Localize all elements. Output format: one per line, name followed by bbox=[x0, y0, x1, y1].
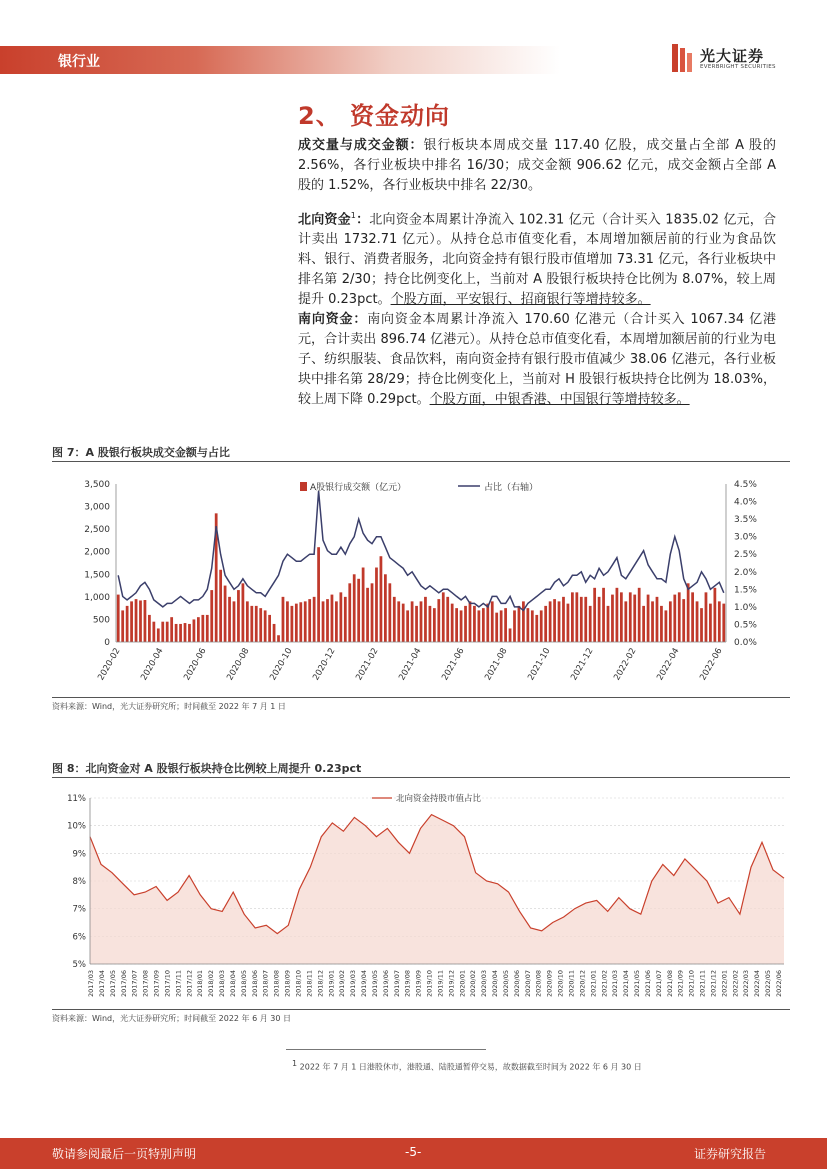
bar bbox=[540, 610, 543, 642]
y2-tick-label: 0.5% bbox=[734, 620, 757, 631]
x-tick-label: 2021/08 bbox=[665, 970, 674, 998]
bar bbox=[602, 588, 605, 642]
x-tick-label: 2021/09 bbox=[676, 970, 685, 998]
bar bbox=[420, 601, 423, 642]
bar bbox=[469, 601, 472, 642]
bar bbox=[397, 601, 400, 642]
bar bbox=[713, 588, 716, 642]
bar bbox=[366, 588, 369, 642]
bar bbox=[326, 599, 329, 642]
x-tick-label: 2022-02 bbox=[612, 646, 639, 683]
bar bbox=[206, 615, 209, 642]
x-tick-label: 2021-10 bbox=[526, 646, 553, 683]
bar bbox=[682, 599, 685, 642]
bar bbox=[460, 610, 463, 642]
y2-tick-label: 4.5% bbox=[734, 480, 757, 490]
bar bbox=[486, 604, 489, 642]
bar bbox=[624, 601, 627, 642]
x-tick-label: 2021/05 bbox=[633, 970, 642, 998]
x-tick-label: 2021/01 bbox=[589, 970, 598, 998]
bar bbox=[513, 610, 516, 642]
bar bbox=[437, 599, 440, 642]
bar bbox=[161, 622, 164, 642]
bar bbox=[148, 615, 151, 642]
legend-bar-swatch bbox=[300, 482, 307, 491]
footer-disclaimer: 敬请参阅最后一页特别声明 bbox=[52, 1147, 197, 1161]
x-tick-label: 2020/09 bbox=[545, 970, 554, 998]
bar bbox=[580, 597, 583, 642]
bar bbox=[175, 624, 178, 642]
bar bbox=[651, 601, 654, 642]
x-tick-label: 2022/03 bbox=[742, 970, 751, 998]
bar bbox=[464, 606, 467, 642]
paragraph-southbound bbox=[298, 310, 776, 410]
x-tick-label: 2017/07 bbox=[130, 970, 139, 998]
bar bbox=[290, 606, 293, 642]
bar bbox=[705, 592, 708, 642]
x-tick-label: 2017/05 bbox=[108, 970, 117, 998]
bar bbox=[718, 601, 721, 642]
x-tick-label: 2022/02 bbox=[731, 970, 740, 998]
y-tick-label: 0 bbox=[104, 638, 110, 648]
y-tick-label: 1,500 bbox=[84, 570, 110, 581]
x-tick-label: 2021/07 bbox=[654, 970, 663, 998]
paragraph-lead: 成交量与成交金额： bbox=[298, 138, 424, 153]
bar bbox=[144, 600, 147, 642]
bar bbox=[388, 583, 391, 642]
logo-mark-icon bbox=[672, 44, 692, 72]
bar bbox=[184, 623, 187, 642]
paragraph-body: 银行板块本周成交量 117.40 亿股，成交量占全部 A 股的 2.56%，各行业板块中排名 16/30；成交金额 906.62 亿元，成交金额占全部 A 股的 1.52%，各行业板块中排名 22/30。 bbox=[298, 138, 776, 193]
bar bbox=[473, 606, 476, 642]
figure8-source: 资料来源：Wind，光大证券研究所；时间截至 2022 年 6 月 30 日 bbox=[52, 1014, 291, 1023]
bar bbox=[157, 628, 160, 642]
x-tick-label: 2017/10 bbox=[163, 970, 172, 998]
logo-text-cn: 光大证券 bbox=[700, 47, 765, 65]
bar bbox=[135, 599, 138, 642]
bar bbox=[188, 624, 191, 642]
industry-label: 银行业 bbox=[58, 54, 100, 70]
x-tick-label: 2021-04 bbox=[397, 646, 424, 683]
bar bbox=[433, 608, 436, 642]
bar bbox=[500, 610, 503, 642]
bar bbox=[709, 604, 712, 642]
x-tick-label: 2021-06 bbox=[440, 646, 467, 683]
x-tick-label: 2020-04 bbox=[139, 646, 166, 683]
figure7-source: 资料来源：Wind，光大证券研究所；时间截至 2022 年 7 月 1 日 bbox=[52, 702, 286, 711]
bar bbox=[139, 600, 142, 642]
bar bbox=[219, 570, 222, 642]
bar bbox=[237, 590, 240, 642]
x-tick-label: 2021/10 bbox=[687, 970, 696, 998]
x-tick-label: 2018/08 bbox=[272, 970, 281, 998]
bar bbox=[286, 601, 289, 642]
bar bbox=[549, 601, 552, 642]
x-tick-label: 2018/10 bbox=[294, 970, 303, 998]
bar bbox=[250, 606, 253, 642]
bar bbox=[424, 597, 427, 642]
bar bbox=[197, 617, 200, 642]
bar bbox=[268, 615, 271, 642]
bar bbox=[224, 586, 227, 642]
bar bbox=[126, 606, 129, 642]
bar bbox=[509, 628, 512, 642]
bar bbox=[673, 595, 676, 642]
y2-tick-label: 4.0% bbox=[734, 497, 757, 508]
paragraph-northbound bbox=[298, 206, 776, 310]
bar bbox=[558, 601, 561, 642]
x-tick-label: 2019/10 bbox=[425, 970, 434, 998]
bar bbox=[255, 606, 258, 642]
bar bbox=[402, 604, 405, 642]
x-tick-label: 2021/03 bbox=[611, 970, 620, 998]
x-tick-label: 2017/08 bbox=[141, 970, 150, 998]
bar bbox=[380, 556, 383, 642]
bar bbox=[691, 592, 694, 642]
paragraph-body: 北向资金本周累计净流入 102.31 亿元（合计买入 1835.02 亿元，合计卖出 1732.71 亿元）。从持仓总市值变化看，本周增加额居前的行业为食品饮料、银行、消费者服务，北向资金持有银行股市值增加 73.31 亿元，各行业板块中排名第 2/30；持仓比例变化上，当前对 A 股银行板块持仓比例为 8.07%，较上周提升 0.23pct。 bbox=[298, 212, 776, 308]
bar bbox=[304, 601, 307, 642]
bar bbox=[491, 601, 494, 642]
figure7-chart bbox=[52, 462, 790, 696]
bar bbox=[526, 608, 529, 642]
bar bbox=[442, 592, 445, 642]
bar bbox=[696, 601, 699, 642]
x-tick-label: 2018/01 bbox=[196, 970, 205, 998]
x-tick-label: 2020-06 bbox=[182, 646, 209, 683]
x-tick-label: 2021/04 bbox=[622, 970, 631, 998]
x-tick-label: 2020/08 bbox=[534, 970, 543, 998]
x-tick-label: 2020/10 bbox=[556, 970, 565, 998]
footnote-ref: 1 bbox=[350, 211, 356, 220]
y2-tick-label: 1.5% bbox=[734, 585, 757, 596]
bar bbox=[522, 601, 525, 642]
bar bbox=[259, 608, 262, 642]
x-tick-label: 2017/12 bbox=[185, 970, 194, 998]
logo-text-en: EVERBRIGHT SECURITIES bbox=[700, 64, 776, 70]
y-tick-label: 3,500 bbox=[84, 480, 110, 490]
bar bbox=[273, 624, 276, 642]
paragraph-volume bbox=[298, 136, 776, 196]
bar bbox=[331, 595, 334, 642]
bar bbox=[504, 608, 507, 642]
bar bbox=[282, 597, 285, 642]
x-tick-label: 2018/05 bbox=[239, 970, 248, 998]
x-tick-label: 2020/12 bbox=[578, 970, 587, 998]
x-tick-label: 2018/02 bbox=[207, 970, 216, 998]
bar bbox=[482, 608, 485, 642]
x-tick-label: 2021-02 bbox=[354, 646, 381, 683]
bar bbox=[264, 610, 267, 642]
x-tick-label: 2017/11 bbox=[174, 970, 183, 998]
paragraph-highlight: 个股方面，平安银行、招商银行等增持较多。 bbox=[390, 292, 651, 308]
x-tick-label: 2020/11 bbox=[567, 970, 576, 998]
bar bbox=[495, 613, 498, 642]
bar bbox=[455, 608, 458, 642]
bar bbox=[571, 592, 574, 642]
x-tick-label: 2022/05 bbox=[764, 970, 773, 998]
bar bbox=[429, 606, 432, 642]
bar bbox=[193, 619, 196, 642]
y-tick-label: 1,000 bbox=[84, 592, 110, 603]
bar bbox=[544, 606, 547, 642]
bar bbox=[678, 592, 681, 642]
holding-area bbox=[90, 815, 784, 964]
bar bbox=[228, 597, 231, 642]
x-tick-label: 2019/05 bbox=[370, 970, 379, 998]
bar bbox=[384, 574, 387, 642]
x-tick-label: 2019/01 bbox=[327, 970, 336, 998]
y-tick-label: 8% bbox=[72, 877, 86, 887]
bar bbox=[660, 606, 663, 642]
bar bbox=[201, 615, 204, 642]
bar bbox=[371, 583, 374, 642]
bar bbox=[166, 622, 169, 642]
x-tick-label: 2018/07 bbox=[261, 970, 270, 998]
legend-line-label: 占比（右轴） bbox=[484, 483, 539, 493]
footnote-number: 1 bbox=[292, 1059, 298, 1068]
paragraph-lead: 北向资金 bbox=[298, 212, 351, 228]
x-tick-label: 2019/12 bbox=[447, 970, 456, 998]
bar bbox=[451, 604, 454, 642]
bar bbox=[629, 592, 632, 642]
x-tick-label: 2020/01 bbox=[458, 970, 467, 998]
bar bbox=[317, 547, 320, 642]
x-tick-label: 2017/06 bbox=[119, 970, 128, 998]
y-tick-label: 6% bbox=[72, 932, 86, 943]
bar bbox=[562, 597, 565, 642]
x-tick-label: 2019/03 bbox=[349, 970, 358, 998]
section-title: 2、 资金动向 bbox=[298, 102, 451, 130]
bar bbox=[669, 601, 672, 642]
x-tick-label: 2019/09 bbox=[414, 970, 423, 998]
x-tick-label: 2018/03 bbox=[218, 970, 227, 998]
x-tick-label: 2019/08 bbox=[403, 970, 412, 998]
footer-report-type: 证券研究报告 bbox=[694, 1147, 767, 1161]
x-tick-label: 2020-10 bbox=[268, 646, 295, 683]
bar bbox=[152, 622, 155, 642]
bar bbox=[295, 604, 298, 642]
x-tick-label: 2019/02 bbox=[338, 970, 347, 998]
x-tick-label: 2022-06 bbox=[698, 646, 725, 683]
company-logo bbox=[672, 44, 782, 74]
y2-tick-label: 2.0% bbox=[734, 567, 757, 578]
figure8-chart bbox=[52, 778, 790, 1008]
y-tick-label: 2,000 bbox=[84, 547, 110, 558]
x-tick-label: 2018/12 bbox=[316, 970, 325, 998]
bar bbox=[130, 601, 133, 642]
bar bbox=[478, 610, 481, 642]
bar bbox=[313, 597, 316, 642]
bar bbox=[598, 597, 601, 642]
x-tick-label: 2022/04 bbox=[753, 970, 762, 998]
x-tick-label: 2022-04 bbox=[655, 646, 682, 683]
bar bbox=[411, 601, 414, 642]
paragraph-body: 南向资金本周累计净流入 170.60 亿港元（合计买入 1067.34 亿港元，合计卖出 896.74 亿港元）。从持仓总市值变化看，本周增加额居前的行业为电子、纺织服装、食品饮料，南向资金持有银行股市值减少 38.06 亿港元，各行业板块中排名第 28/29；持仓比例变化上，当前对 H 股银行板块持仓比例为 18.03%，较上周下降 0.29pct。 bbox=[298, 312, 776, 407]
x-tick-label: 2021/12 bbox=[709, 970, 718, 998]
x-tick-label: 2020-02 bbox=[96, 646, 123, 683]
bar bbox=[616, 588, 619, 642]
bar bbox=[299, 602, 302, 642]
bar bbox=[593, 588, 596, 642]
y-tick-label: 9% bbox=[72, 849, 86, 860]
x-tick-label: 2020/06 bbox=[512, 970, 521, 998]
y2-tick-label: 0.0% bbox=[734, 638, 757, 648]
bar bbox=[687, 583, 690, 642]
bar bbox=[308, 599, 311, 642]
bar bbox=[567, 604, 570, 642]
x-tick-label: 2021/02 bbox=[600, 970, 609, 998]
figure8-bottom-rule bbox=[52, 1009, 790, 1010]
x-tick-label: 2017/09 bbox=[152, 970, 161, 998]
bar bbox=[647, 595, 650, 642]
bar bbox=[357, 579, 360, 642]
bar bbox=[344, 597, 347, 642]
bar bbox=[348, 583, 351, 642]
x-tick-label: 2020/03 bbox=[480, 970, 489, 998]
figure7-bottom-rule bbox=[52, 697, 790, 698]
figure7-title: 图 7：A 股银行板块成交金额与占比 bbox=[52, 446, 230, 459]
y-tick-label: 7% bbox=[72, 904, 86, 915]
bar bbox=[415, 606, 418, 642]
bar bbox=[700, 608, 703, 642]
x-tick-label: 2021/06 bbox=[643, 970, 652, 998]
bar bbox=[584, 597, 587, 642]
y-tick-label: 500 bbox=[92, 615, 110, 626]
bar bbox=[242, 583, 245, 642]
x-tick-label: 2020/07 bbox=[523, 970, 532, 998]
x-tick-label: 2020-12 bbox=[311, 646, 338, 683]
x-tick-label: 2019/04 bbox=[360, 970, 369, 998]
bar bbox=[121, 610, 124, 642]
bar bbox=[393, 597, 396, 642]
bar bbox=[589, 606, 592, 642]
bar bbox=[353, 574, 356, 642]
x-tick-label: 2020/02 bbox=[469, 970, 478, 998]
bar bbox=[607, 606, 610, 642]
x-tick-label: 2020-08 bbox=[225, 646, 252, 683]
bar bbox=[170, 617, 173, 642]
bar bbox=[553, 599, 556, 642]
bar bbox=[179, 624, 182, 642]
bar bbox=[531, 610, 534, 642]
x-tick-label: 2022/06 bbox=[775, 970, 783, 998]
x-tick-label: 2020/04 bbox=[491, 970, 500, 998]
bar bbox=[446, 597, 449, 642]
bar bbox=[362, 568, 365, 642]
x-tick-label: 2020/05 bbox=[501, 970, 510, 998]
paragraph-lead: 南向资金： bbox=[298, 312, 368, 327]
bar bbox=[722, 604, 725, 642]
bar bbox=[642, 606, 645, 642]
bar bbox=[335, 601, 338, 642]
bar bbox=[633, 595, 636, 642]
bar bbox=[233, 601, 236, 642]
y2-tick-label: 3.0% bbox=[734, 532, 757, 543]
y-tick-label: 2,500 bbox=[84, 525, 110, 536]
figure8-title: 图 8：北向资金对 A 股银行板块持仓比例较上周提升 0.23pct bbox=[52, 762, 362, 775]
x-tick-label: 2018/06 bbox=[250, 970, 259, 998]
paragraph-lead-colon: ： bbox=[355, 212, 370, 228]
x-tick-label: 2021-12 bbox=[569, 646, 596, 683]
bar bbox=[638, 588, 641, 642]
legend-label: 北向资金持股市值占比 bbox=[396, 794, 482, 804]
y2-tick-label: 3.5% bbox=[734, 515, 757, 526]
footnote bbox=[292, 1059, 642, 1073]
bar bbox=[246, 601, 249, 642]
x-tick-label: 2021/11 bbox=[698, 970, 707, 998]
bar bbox=[611, 595, 614, 642]
bar bbox=[277, 635, 280, 642]
x-tick-label: 2021-08 bbox=[483, 646, 510, 683]
y-tick-label: 3,000 bbox=[84, 502, 110, 513]
bar bbox=[210, 590, 213, 642]
x-tick-label: 2019/07 bbox=[392, 970, 401, 998]
x-tick-label: 2018/11 bbox=[305, 970, 314, 998]
bar bbox=[322, 601, 325, 642]
bar bbox=[620, 592, 623, 642]
x-tick-label: 2017/04 bbox=[97, 970, 106, 998]
x-tick-label: 2017/03 bbox=[87, 970, 95, 998]
bar bbox=[375, 568, 378, 642]
y2-tick-label: 2.5% bbox=[734, 550, 757, 561]
bar bbox=[117, 595, 120, 642]
bar bbox=[535, 615, 538, 642]
bar bbox=[518, 606, 521, 642]
footnote-text: 2022 年 7 月 1 日港股休市，港股通、陆股通暂停交易，故数据截至时间为 2022 年 6 月 30 日 bbox=[299, 1062, 642, 1072]
x-tick-label: 2019/06 bbox=[381, 970, 390, 998]
x-tick-label: 2018/04 bbox=[228, 970, 237, 998]
y-tick-label: 10% bbox=[67, 821, 86, 832]
x-tick-label: 2019/11 bbox=[436, 970, 445, 998]
x-tick-label: 2022/01 bbox=[720, 970, 729, 998]
page-number: -5- bbox=[405, 1145, 422, 1159]
x-tick-label: 2018/09 bbox=[283, 970, 292, 998]
footnote-rule bbox=[286, 1049, 486, 1050]
y2-tick-label: 1.0% bbox=[734, 602, 757, 613]
legend-bar-label: A股银行成交额（亿元） bbox=[310, 483, 407, 493]
share-line bbox=[118, 491, 724, 610]
y-tick-label: 5% bbox=[72, 960, 86, 970]
bar bbox=[406, 610, 409, 642]
bar bbox=[656, 597, 659, 642]
paragraph-highlight: 个股方面，中银香港、中国银行等增持较多。 bbox=[429, 392, 690, 407]
y-tick-label: 11% bbox=[67, 794, 86, 804]
bar bbox=[339, 592, 342, 642]
bar bbox=[665, 610, 668, 642]
bar bbox=[575, 592, 578, 642]
